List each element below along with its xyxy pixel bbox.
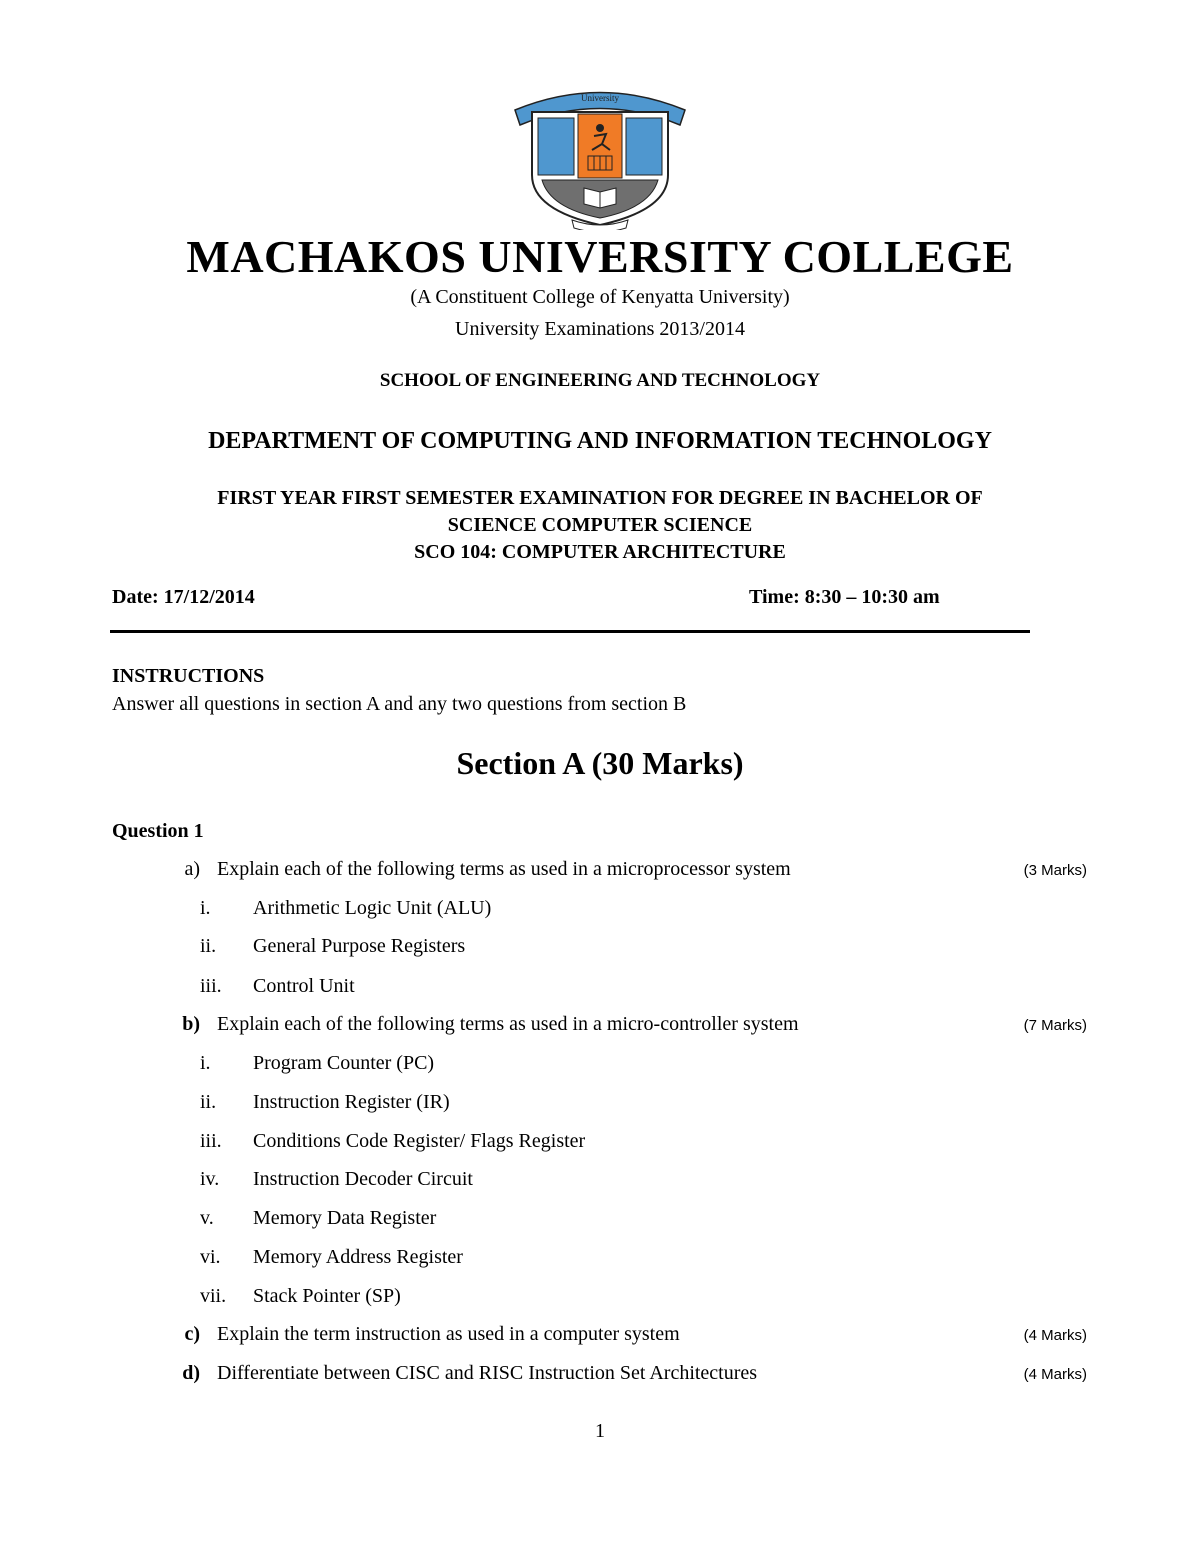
sub-item-text: Instruction Decoder Circuit xyxy=(253,1168,473,1190)
sub-item-label: vii. xyxy=(200,1285,227,1307)
university-crest-icon xyxy=(510,80,690,230)
sub-item-text: Memory Data Register xyxy=(253,1207,437,1229)
sub-item-text: Control Unit xyxy=(253,975,355,997)
sub-item-text: Program Counter (PC) xyxy=(253,1052,435,1074)
exam-date: Date: 17/12/2014 xyxy=(112,586,255,608)
exam-title-line-1: FIRST YEAR FIRST SEMESTER EXAMINATION FOR DEGREE IN BACHELOR OF xyxy=(217,487,983,509)
sub-item-label: iii. xyxy=(200,975,222,997)
part-text: Explain the term instruction as used in a computer system xyxy=(217,1323,680,1345)
part-marks: (7 Marks) xyxy=(1023,1017,1087,1034)
exam-time: Time: 8:30 – 10:30 am xyxy=(749,586,940,608)
part-marks: (3 Marks) xyxy=(1023,862,1087,879)
constituent-note: (A Constituent College of Kenyatta University) xyxy=(410,286,790,308)
sub-item-label: i. xyxy=(200,1052,211,1074)
sub-item-label: i. xyxy=(200,897,211,919)
sub-item-label: iv. xyxy=(200,1168,220,1190)
school-name: SCHOOL OF ENGINEERING AND TECHNOLOGY xyxy=(379,370,821,391)
part-label: d) xyxy=(182,1362,200,1384)
section-title: Section A (30 Marks) xyxy=(456,745,744,781)
sub-item-text: Stack Pointer (SP) xyxy=(253,1285,401,1307)
course-title: SCO 104: COMPUTER ARCHITECTURE xyxy=(414,541,786,563)
sub-item-label: v. xyxy=(200,1207,214,1229)
sub-item-text: Conditions Code Register/ Flags Register xyxy=(253,1130,586,1152)
sub-item-text: Instruction Register (IR) xyxy=(253,1091,450,1113)
sub-item-text: General Purpose Registers xyxy=(253,935,466,957)
sub-item-text: Memory Address Register xyxy=(253,1246,463,1268)
instructions-heading: INSTRUCTIONS xyxy=(112,665,265,687)
exam-year: University Examinations 2013/2014 xyxy=(455,318,745,340)
part-label: c) xyxy=(184,1323,200,1345)
part-text: Explain each of the following terms as used in a micro-controller system xyxy=(217,1013,799,1035)
sub-item-label: vi. xyxy=(200,1246,221,1268)
question-title: Question 1 xyxy=(112,820,204,842)
sub-item-label: ii. xyxy=(200,1091,217,1113)
part-marks: (4 Marks) xyxy=(1023,1327,1087,1344)
part-text: Differentiate between CISC and RISC Instruction Set Architectures xyxy=(217,1362,758,1384)
institution-name: MACHAKOS UNIVERSITY COLLEGE xyxy=(186,231,1014,282)
sub-item-label: ii. xyxy=(200,935,217,957)
part-label: b) xyxy=(182,1013,200,1035)
part-label: a) xyxy=(184,858,200,880)
page-number: 1 xyxy=(595,1420,605,1442)
header-divider xyxy=(110,630,1030,633)
sub-item-text: Arithmetic Logic Unit (ALU) xyxy=(253,897,492,919)
part-text: Explain each of the following terms as used in a microprocessor system xyxy=(217,858,791,880)
department-name: DEPARTMENT OF COMPUTING AND INFORMATION TECHNOLOGY xyxy=(208,428,992,454)
crest-motto: University xyxy=(581,93,619,103)
instructions-text: Answer all questions in section A and any two questions from section B xyxy=(112,693,687,715)
part-marks: (4 Marks) xyxy=(1023,1366,1087,1383)
sub-item-label: iii. xyxy=(200,1130,222,1152)
exam-title-line-2: SCIENCE COMPUTER SCIENCE xyxy=(447,514,753,536)
